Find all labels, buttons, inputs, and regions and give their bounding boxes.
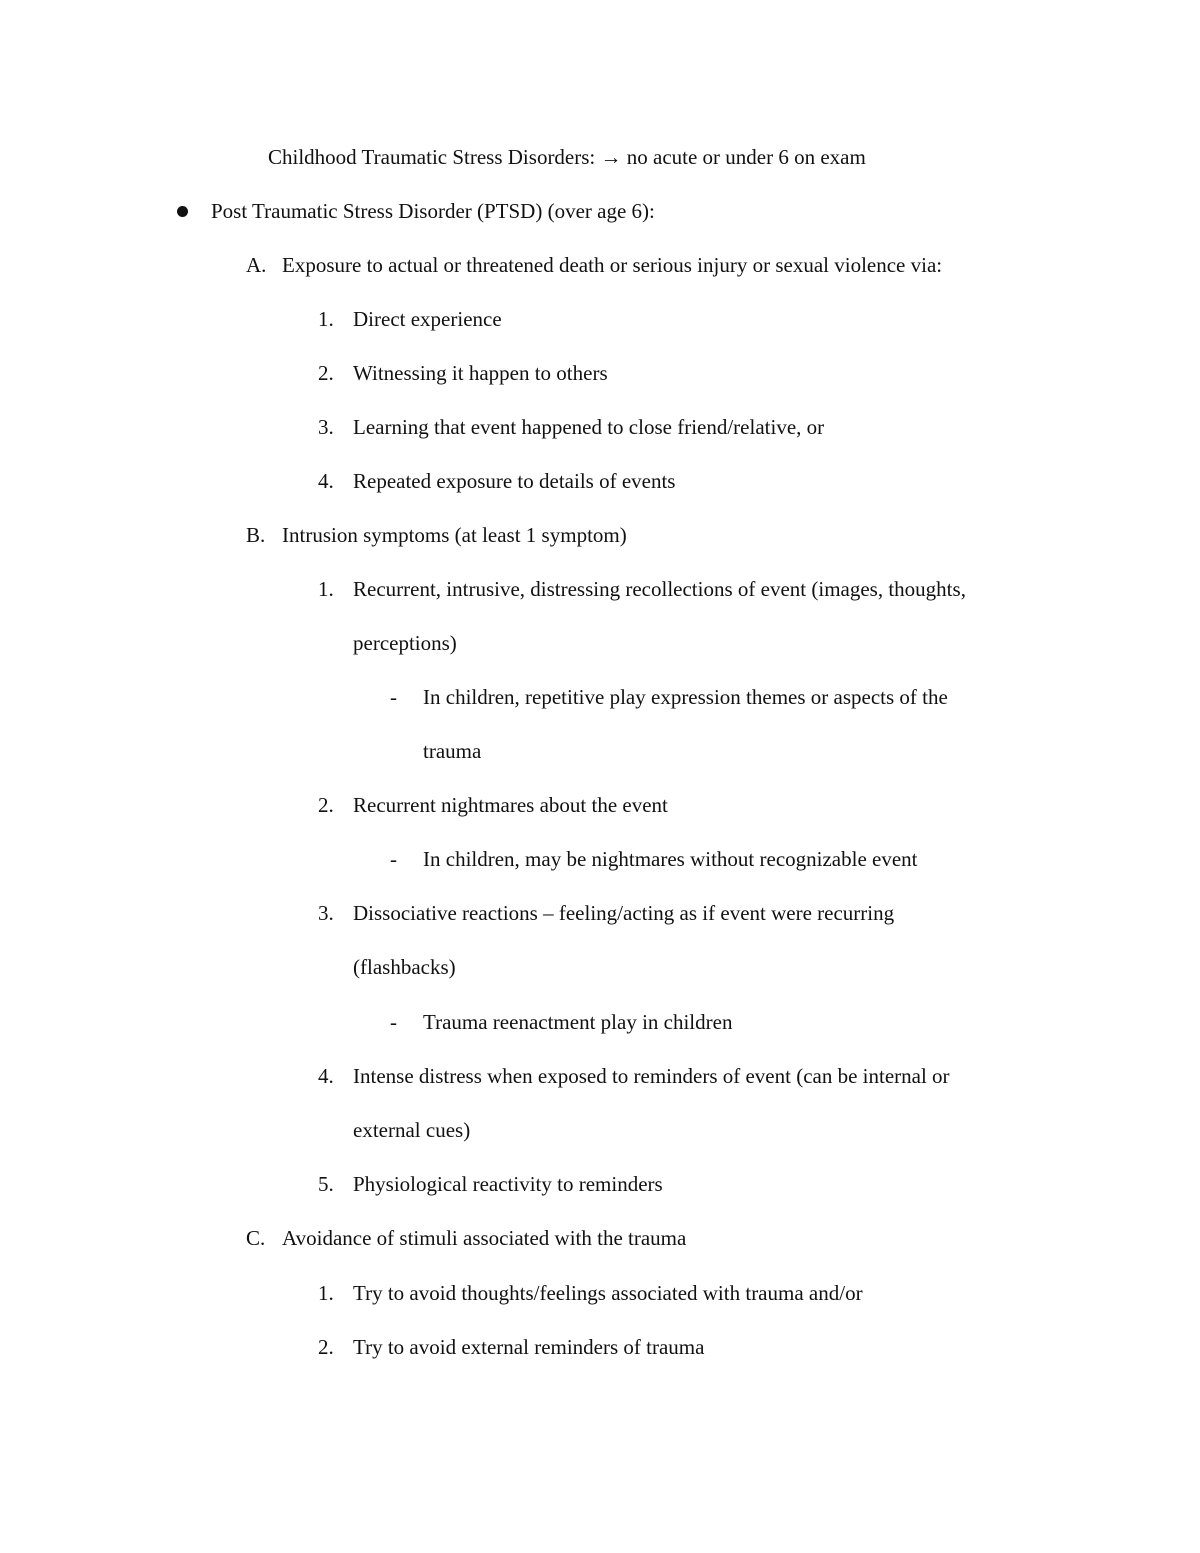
criterion-a-label: Exposure to actual or threatened death or serious injury or sexual violence via: (282, 253, 943, 277)
list-item-marker: 3. (318, 415, 334, 439)
list-item-marker: 1. (318, 577, 334, 601)
criterion-c-label: Avoidance of stimuli associated with the trauma (282, 1226, 687, 1250)
list-item-marker: 2. (318, 793, 334, 817)
sub-item-continuation: trauma (423, 739, 482, 763)
list-item-marker: 2. (318, 361, 334, 385)
sub-item: In children, repetitive play expression themes or aspects of the (423, 685, 948, 709)
sub-item: Trauma reenactment play in children (423, 1010, 733, 1034)
criterion-a-marker: A. (246, 253, 267, 277)
list-item: Witnessing it happen to others (353, 361, 608, 385)
sub-item-marker: - (390, 847, 397, 871)
list-item-marker: 1. (318, 307, 334, 331)
criterion-c-marker: C. (246, 1226, 266, 1250)
sub-item-marker: - (390, 685, 397, 709)
list-item-continuation: perceptions) (353, 631, 457, 655)
list-item-marker: 1. (318, 1281, 334, 1305)
list-item-marker: 4. (318, 469, 334, 493)
list-item-marker: 4. (318, 1064, 334, 1088)
list-item-continuation: external cues) (353, 1118, 471, 1142)
list-item: Physiological reactivity to reminders (353, 1172, 663, 1196)
list-item: Try to avoid external reminders of trauma (353, 1335, 705, 1359)
list-item: Learning that event happened to close friend/relative, or (353, 415, 825, 439)
section-heading: Post Traumatic Stress Disorder (PTSD) (over age 6): (211, 199, 655, 223)
criterion-b-marker: B. (246, 523, 266, 547)
list-item: Recurrent nightmares about the event (353, 793, 668, 817)
criterion-b-label: Intrusion symptoms (at least 1 symptom) (282, 523, 627, 547)
bullet-icon (177, 206, 188, 217)
page-title: Childhood Traumatic Stress Disorders: → no acute or under 6 on exam (268, 145, 866, 169)
list-item-marker: 2. (318, 1335, 334, 1359)
list-item: Repeated exposure to details of events (353, 469, 676, 493)
list-item: Dissociative reactions – feeling/acting as if event were recurring (353, 901, 895, 925)
list-item: Recurrent, intrusive, distressing recollections of event (images, thoughts, (353, 577, 966, 601)
list-item-marker: 3. (318, 901, 334, 925)
list-item-continuation: (flashbacks) (353, 955, 456, 979)
list-item: Direct experience (353, 307, 502, 331)
list-item: Try to avoid thoughts/feelings associated with trauma and/or (353, 1281, 863, 1305)
list-item: Intense distress when exposed to reminders of event (can be internal or (353, 1064, 950, 1088)
sub-item: In children, may be nightmares without recognizable event (423, 847, 918, 871)
list-item-marker: 5. (318, 1172, 334, 1196)
sub-item-marker: - (390, 1010, 397, 1034)
